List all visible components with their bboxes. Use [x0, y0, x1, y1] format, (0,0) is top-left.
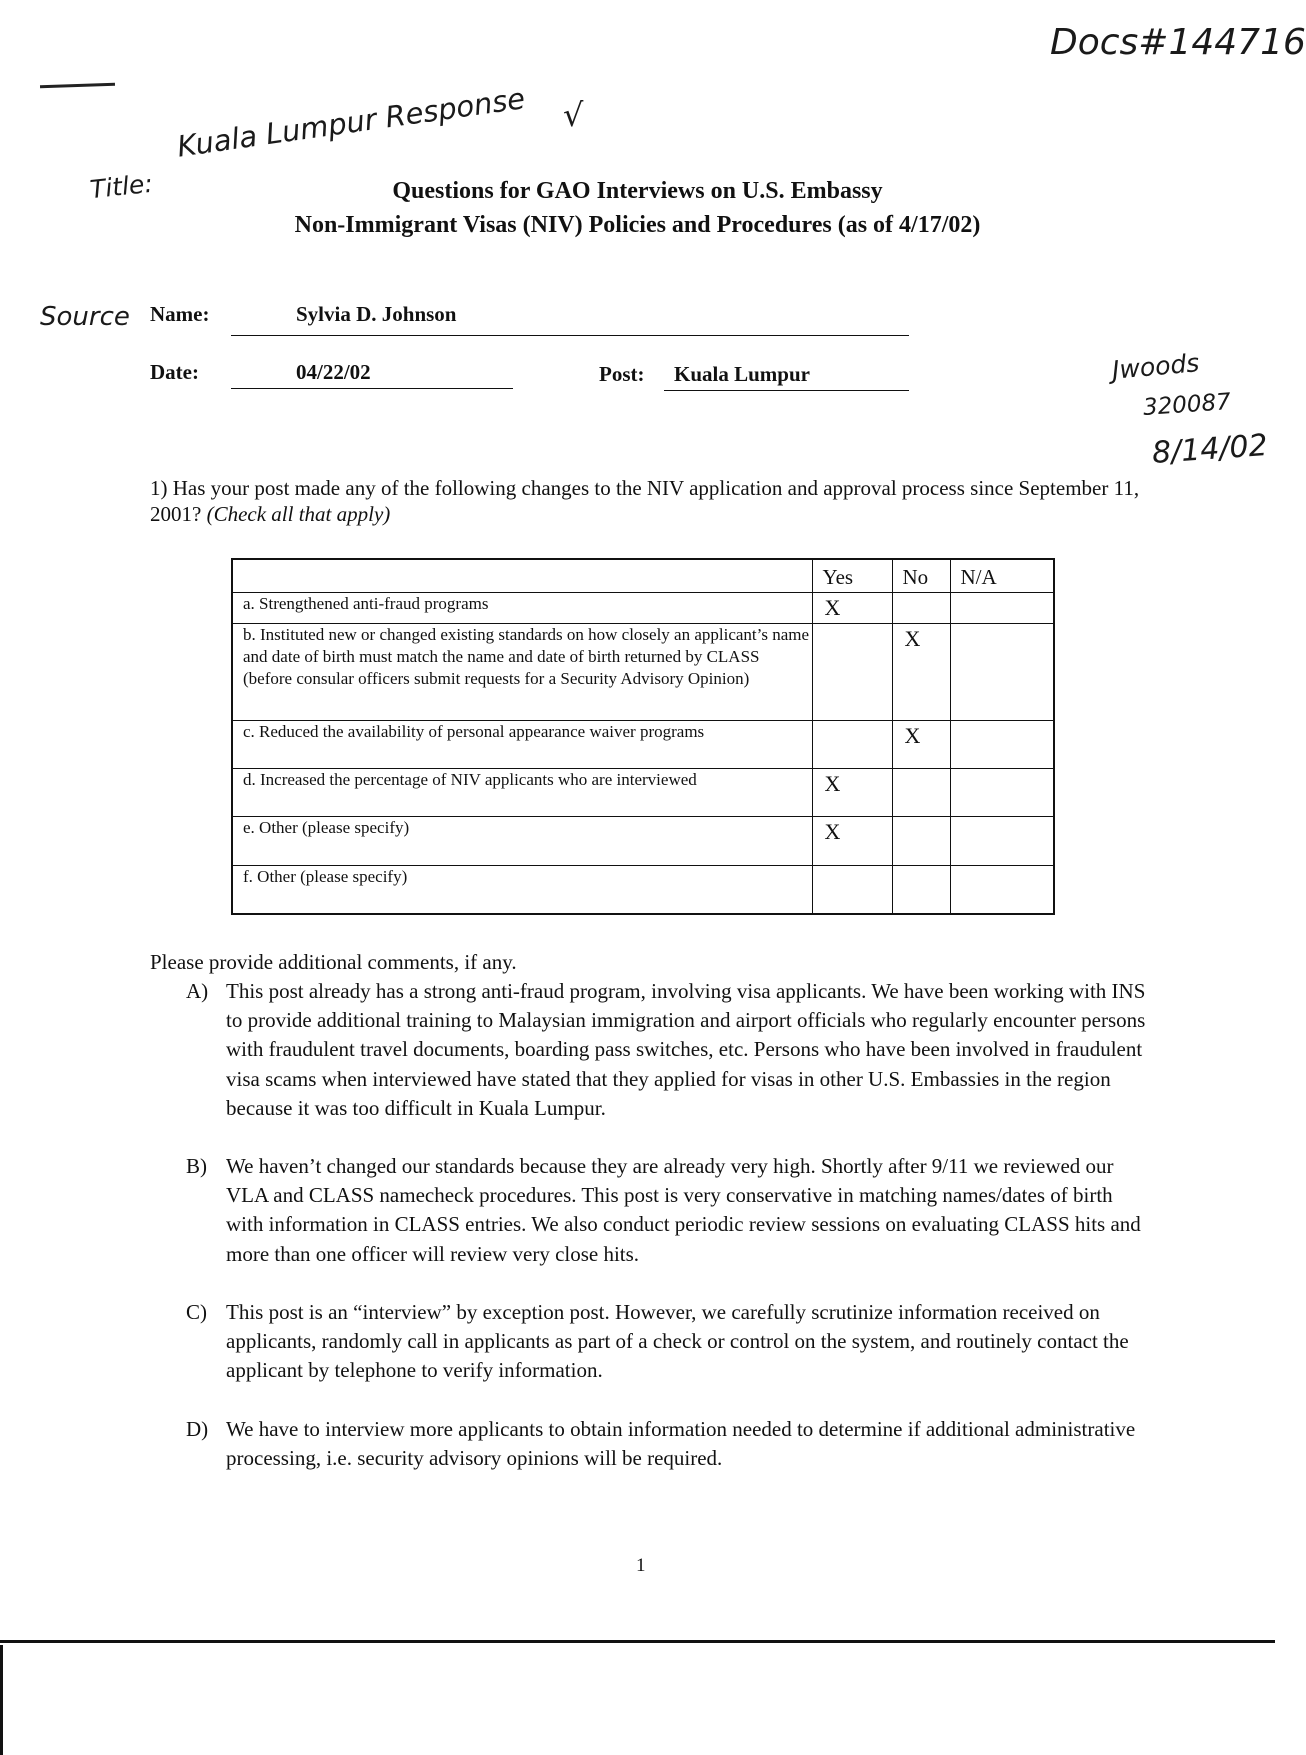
- comment-item: [186, 1415, 1146, 1473]
- post-label: Post:: [599, 362, 645, 386]
- no-cell: [892, 769, 950, 817]
- yes-cell: [812, 866, 892, 914]
- name-underline: [231, 335, 909, 336]
- page-title-line1: Questions for GAO Interviews on U.S. Embassy: [392, 178, 883, 204]
- table-row: [232, 624, 1054, 721]
- column-header-no: No: [892, 559, 950, 593]
- date-underline: [231, 388, 513, 389]
- table-row: [232, 593, 1054, 624]
- table-row: [232, 721, 1054, 769]
- docs-number-annotation: Docs#144716: [1050, 22, 1306, 63]
- row-label: d. Increased the percentage of NIV applicants who are interviewed: [232, 769, 812, 817]
- comment-item: [186, 1298, 1146, 1386]
- pen-dash-mark: [40, 83, 115, 89]
- stamp-number-annotation: 320087: [1142, 388, 1232, 422]
- row-label: e. Other (please specify): [232, 817, 812, 866]
- na-cell: [950, 721, 1054, 769]
- comment-text: We haven’t changed our standards because they are already very high. Shortly after 9/11 we reviewed our VLA and CLASS namecheck procedures. This post is very conservative in matching names/dates of birth with information in CLASS entries. We also conduct periodic review sessions on evaluating CLASS hits and more than one officer will review very close hits.: [226, 1154, 1141, 1266]
- stamp-date-annotation: 8/14/02: [1150, 428, 1269, 471]
- comment-key: D): [186, 1417, 209, 1441]
- column-header-na: N/A: [950, 559, 1054, 593]
- yes-cell: X: [812, 769, 892, 817]
- yes-cell: X: [812, 817, 892, 866]
- na-cell: [950, 817, 1054, 866]
- na-cell: [950, 593, 1054, 624]
- yes-cell: [812, 624, 892, 721]
- row-label: c. Reduced the availability of personal appearance waiver programs: [232, 721, 812, 769]
- row-label: b. Instituted new or changed existing standards on how closely an applicant’s name and date of birth must match the name and date of birth returned by CLASS (before consular officers submit requests for a Security Advisory Opinion): [232, 624, 812, 721]
- page-title-line2: Non-Immigrant Visas (NIV) Policies and Procedures (as of 4/17/02): [294, 212, 981, 238]
- no-cell: [892, 817, 950, 866]
- post-value: Kuala Lumpur: [674, 362, 810, 386]
- table-header-row: [232, 559, 1054, 593]
- comment-key: A): [186, 979, 209, 1003]
- name-value: Sylvia D. Johnson: [296, 302, 457, 326]
- comment-key: C): [186, 1300, 207, 1324]
- yes-cell: [812, 721, 892, 769]
- no-cell: [892, 593, 950, 624]
- name-label: Name:: [150, 302, 210, 326]
- source-label-annotation: Source: [40, 302, 130, 332]
- table-row: [232, 769, 1054, 817]
- table-row: [232, 817, 1054, 866]
- no-cell: X: [892, 721, 950, 769]
- na-cell: [950, 769, 1054, 817]
- comment-text: This post is an “interview” by exception post. However, we carefully scrutinize information received on applicants, randomly call in applicants as part of a check or control on the system, and routinely contact the applicant by telephone to verify information.: [226, 1300, 1129, 1383]
- date-label: Date:: [150, 360, 199, 384]
- row-label: a. Strengthened anti-fraud programs: [232, 593, 812, 624]
- comment-key: B): [186, 1154, 207, 1178]
- comment-text: We have to interview more applicants to obtain information needed to determine if additional administrative processing, i.e. security advisory opinions will be required.: [226, 1417, 1136, 1471]
- no-cell: [892, 866, 950, 914]
- row-label: f. Other (please specify): [232, 866, 812, 914]
- na-cell: [950, 866, 1054, 914]
- changes-checklist-table: [231, 558, 1055, 915]
- title-prefix-annotation: Title:: [88, 168, 155, 205]
- column-header-yes: Yes: [812, 559, 892, 593]
- no-cell: X: [892, 624, 950, 721]
- table-row: [232, 866, 1054, 914]
- comment-item: [186, 1152, 1146, 1269]
- yes-cell: X: [812, 593, 892, 624]
- comment-text: This post already has a strong anti-fraud program, involving visa applicants. We have been working with INS to provide additional training to Malaysian immigration and airport officials who regularly encounter persons with fraudulent travel documents, boarding pass switches, etc. Persons who have been involved in fraudulent visa scams when interviewed have stated that they applied for visas in other U.S. Embassies in the region because it was too difficult in Kuala Lumpur.: [226, 979, 1146, 1120]
- title-text-annotation: Kuala Lumpur Response: [175, 81, 528, 164]
- question-1-instruction: (Check all that apply): [206, 502, 391, 526]
- comment-item: [186, 977, 1146, 1123]
- check-mark-annotation: √: [563, 96, 584, 134]
- post-underline: [664, 390, 909, 391]
- question-1-text: 1) Has your post made any of the following changes to the NIV application and approval process since September 11, 2001?: [150, 476, 1140, 526]
- page-number: 1: [636, 1555, 646, 1576]
- comments-intro: Please provide additional comments, if any.: [150, 950, 517, 974]
- header-blank-cell: [232, 559, 812, 593]
- date-value: 04/22/02: [296, 360, 371, 384]
- scan-bottom-rule: [0, 1640, 1275, 1643]
- na-cell: [950, 624, 1054, 721]
- question-1: [150, 475, 1140, 527]
- stamp-name-annotation: Jwoods: [1110, 348, 1201, 385]
- scan-left-edge: [0, 1645, 3, 1755]
